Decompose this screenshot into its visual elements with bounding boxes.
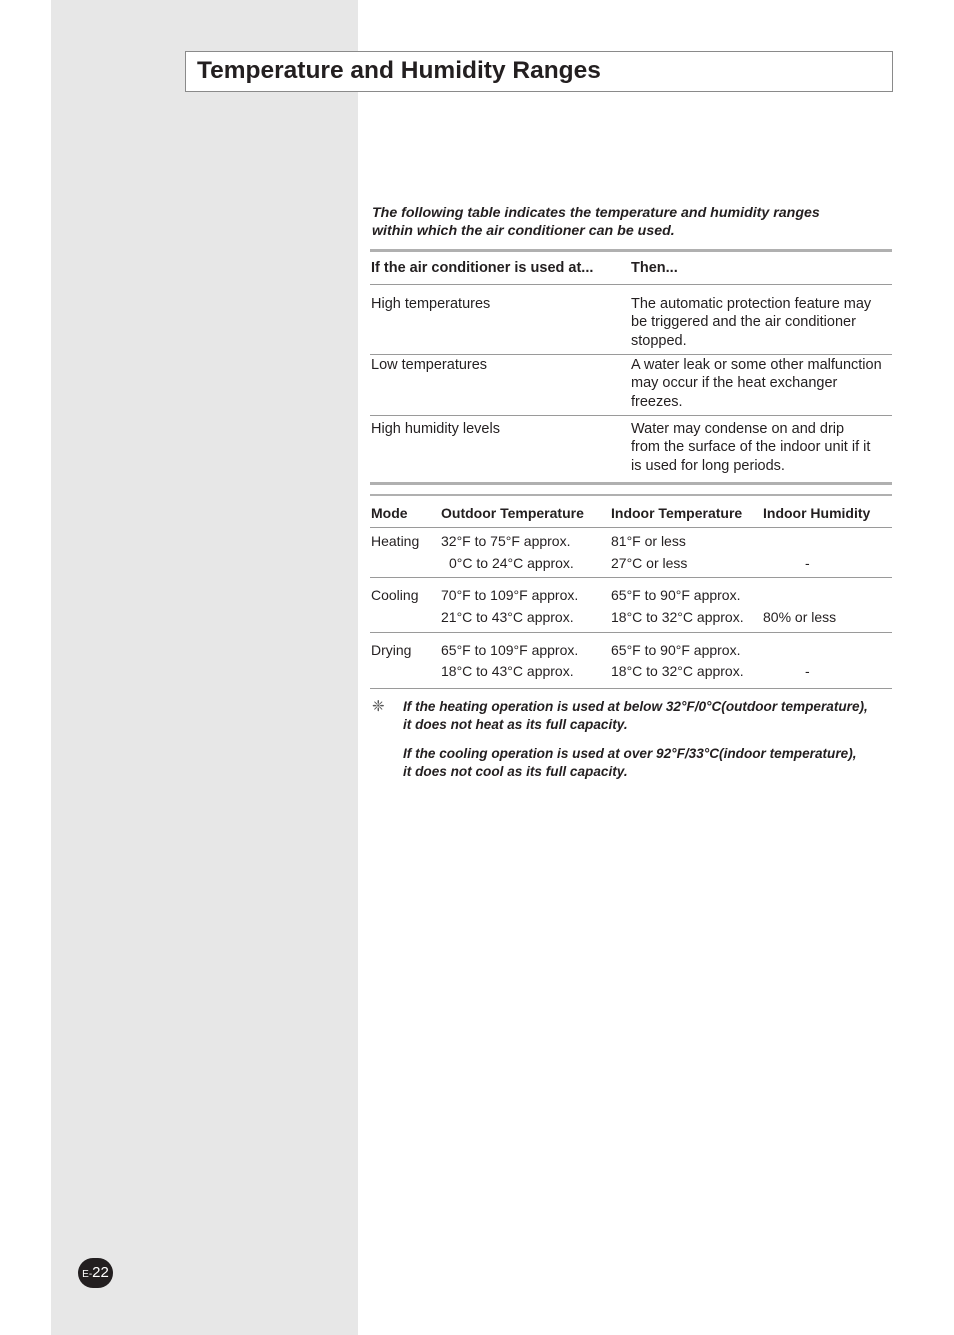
result-line: freezes.: [631, 393, 683, 410]
note-asterisk-icon: ❈: [372, 698, 385, 715]
range-outdoor: 21°C to 43°C approx.: [441, 609, 574, 625]
intro-line: The following table indicates the temperature and humidity ranges: [372, 205, 820, 221]
range-indoor: 18°C to 32°C approx.: [611, 663, 744, 679]
range-mode: Cooling: [371, 587, 419, 603]
range-indoor: 27°C or less: [611, 555, 688, 571]
left-margin-panel: [51, 0, 358, 1335]
result-line: A water leak or some other malfunction: [631, 357, 882, 373]
result-line: stopped.: [631, 332, 687, 349]
intro-text: [372, 204, 892, 240]
range-mode: Heating: [371, 533, 420, 549]
range-humidity: -: [805, 663, 810, 679]
result-line: be triggered and the air conditioner: [631, 314, 856, 331]
intro-line: within which the air conditioner can be used.: [372, 223, 675, 239]
result-line: is used for long periods.: [631, 457, 785, 474]
row-divider: [370, 354, 892, 355]
note-line: it does not heat as its full capacity.: [403, 717, 628, 732]
range-header-mode: Mode: [371, 505, 408, 521]
row-divider: [370, 415, 892, 416]
range-indoor: 65°F to 90°F approx.: [611, 642, 741, 658]
page-number: 22: [92, 1264, 109, 1281]
row-divider: [370, 284, 892, 285]
range-header-outdoor: Outdoor Temperature: [441, 505, 584, 521]
usage-condition: Low temperatures: [371, 357, 488, 373]
range-header-indoor: Indoor Temperature: [611, 505, 743, 521]
range-outdoor: 65°F to 109°F approx.: [441, 642, 579, 658]
usage-condition: High temperatures: [371, 296, 491, 312]
table-top-rule: [370, 494, 892, 496]
table-top-rule: [370, 249, 892, 252]
page-prefix: E-: [82, 1269, 93, 1280]
result-line: from the surface of the indoor unit if it: [631, 439, 871, 456]
range-mode: Drying: [371, 642, 412, 658]
page-title: Temperature and Humidity Ranges: [197, 57, 601, 84]
usage-header-condition: If the air conditioner is used at...: [371, 260, 594, 276]
range-humidity: 80% or less: [763, 609, 837, 625]
range-indoor: 65°F to 90°F approx.: [611, 587, 741, 603]
usage-result: [631, 295, 871, 350]
range-humidity: -: [805, 555, 810, 571]
range-indoor: 18°C to 32°C approx.: [611, 609, 744, 625]
range-outdoor: 0°C to 24°C approx.: [449, 555, 574, 571]
range-outdoor: 32°F to 75°F approx.: [441, 533, 571, 549]
note-line: If the heating operation is used at below 32°F/0°C(outdoor temperature),: [403, 699, 868, 714]
usage-condition: High humidity levels: [371, 421, 500, 437]
table-bottom-rule: [370, 482, 892, 485]
result-line: may occur if the heat exchanger: [631, 375, 838, 392]
table-bottom-rule: [370, 688, 892, 689]
usage-header-result: Then...: [631, 260, 678, 276]
page-number-badge: [78, 1258, 113, 1288]
row-divider: [370, 527, 892, 528]
range-outdoor: 70°F to 109°F approx.: [441, 587, 579, 603]
range-indoor: 81°F or less: [611, 533, 686, 549]
note-line: it does not cool as its full capacity.: [403, 764, 628, 779]
page-title-box: [185, 51, 893, 92]
result-line: The automatic protection feature may: [631, 296, 872, 312]
usage-result: [631, 420, 870, 475]
result-line: Water may condense on and drip: [631, 421, 845, 437]
range-outdoor: 18°C to 43°C approx.: [441, 663, 574, 679]
usage-result: [631, 356, 882, 411]
note-line: If the cooling operation is used at over 92°F/33°C(indoor temperature),: [403, 746, 857, 761]
row-divider: [370, 632, 892, 633]
row-divider: [370, 577, 892, 578]
range-header-humidity: Indoor Humidity: [763, 505, 871, 521]
